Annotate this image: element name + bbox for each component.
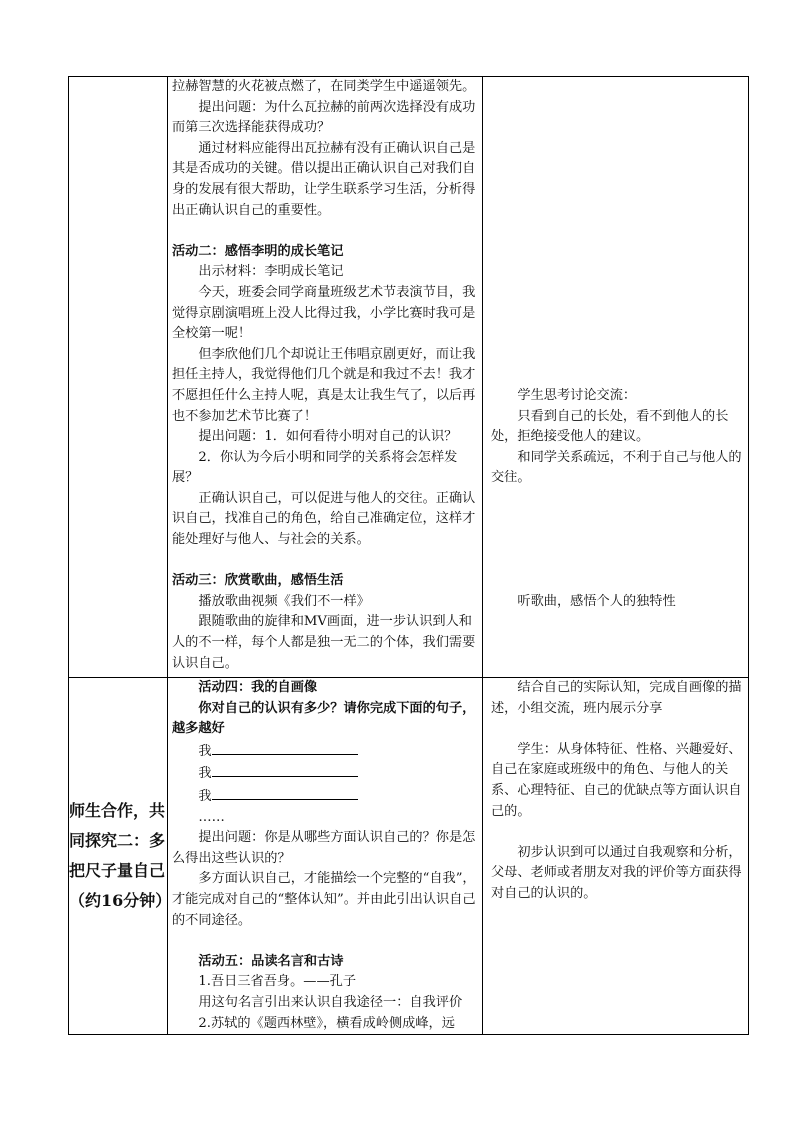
teacher-activity-text: [168, 678, 482, 1034]
paragraph: 但李欣他们几个却说让王伟唱京剧更好，而让我担任主持人，我觉得他们几个就是和我过不去！我才不愿担任什么主持人呢，真是太让我生气了，以后再也不参加艺术节比赛了！: [172, 346, 476, 424]
student-activity-cell: [483, 678, 749, 1035]
paragraph: 听歌曲，感悟个人的独特性: [517, 593, 676, 609]
blank-line: [491, 719, 742, 740]
fill-blank: [212, 785, 358, 800]
paragraph: 提出问题：1．如何看待小明对自己的认识？: [198, 429, 458, 445]
paragraph: 1.吾日三省吾身。——孔子: [198, 974, 357, 990]
lesson-plan-table: [68, 76, 749, 1035]
paragraph: 只看到自己的长处，看不到他人的长处，拒绝接受他人的建议。: [491, 408, 729, 445]
fill-prefix: 我: [198, 766, 212, 782]
paragraph: 初步认识到可以通过自我观察和分析，父母、老师或者朋友对我的评价等方面获得对自己的认识的。: [491, 844, 742, 901]
table-row: [69, 678, 749, 1035]
stage-label: 师生合作，共同探究二：多把尺子量自己（约16分钟）: [69, 801, 172, 911]
paragraph: 结合自己的实际认知，完成自画像的描述，小组交流，班内展示分享: [491, 680, 742, 716]
paragraph: 学生：从身体特征、性格、兴趣爱好、自己在家庭或班级中的角色、与他人的关系、心理特征、自己的优缺点等方面认识自己的。: [491, 741, 742, 819]
table-row: [69, 77, 749, 678]
paragraph: 播放歌曲视频《我们不一样》: [198, 593, 370, 609]
paragraph: 跟随歌曲的旋律和MV画面，进一步认识到人和人的不一样，每个人都是独一无二的个体，我们需要认识自己。: [172, 614, 476, 671]
activity-heading: 活动四：我的自画像: [198, 680, 318, 695]
student-activity-cell: [483, 77, 749, 678]
fill-blank: [212, 762, 358, 777]
teacher-activity-continued: [172, 828, 477, 1034]
blank-line: [491, 822, 742, 843]
blank-line: [172, 221, 477, 242]
paragraph: 今天，班委会同学商量班级艺术节表演节目，我觉得京剧演唱班上没人比得过我，小学比赛时我可是全校第一呢！: [172, 284, 476, 342]
activity-prompt: 你对自己的认识有多少？请你完成下面的句子，越多越好: [172, 700, 476, 737]
teacher-activity-text: [168, 77, 482, 674]
spacer: [491, 77, 742, 386]
paragraph: 学生思考讨论交流：: [517, 388, 637, 403]
paragraph: 2．你认为今后小明和同学的关系将会怎样发展？: [172, 449, 458, 486]
paragraph: 和同学关系疏远，不利于自己与他人的交往。: [491, 449, 742, 486]
spacer: [491, 489, 742, 592]
fill-prefix: 我: [198, 788, 212, 804]
paragraph: 提出问题：你是从哪些方面认识自己的？你是怎么得出这些认识的？: [172, 830, 476, 866]
teacher-activity-cell: [168, 678, 483, 1035]
paragraph: 用这句名言引出来认识自我途径一：自我评价: [198, 994, 463, 1010]
paragraph: 正确认识自己，可以促进与他人的交往。正确认识自己，找准自己的角色，给自己准确定位，这样才能处理好与他人、与社会的关系。: [172, 490, 476, 548]
activity-heading: 活动五：品读名言和古诗: [198, 953, 344, 969]
paragraph: 拉赫智慧的火花被点燃了，在同类学生中遥遥领先。: [172, 79, 476, 94]
blank-line: [172, 931, 477, 952]
fill-in-line: [172, 740, 477, 763]
paragraph: 出示材料：李明成长笔记: [198, 264, 344, 280]
ellipsis: ……: [198, 809, 225, 825]
student-activity-text: [483, 77, 748, 613]
paragraph: 提出问题：为什么瓦拉赫的前两次选择没有成功而第三次选择能获得成功？: [172, 99, 476, 136]
fill-prefix: 我: [198, 743, 212, 759]
blank-line: [172, 551, 477, 572]
fill-blank: [212, 740, 358, 755]
student-activity-text: [483, 678, 748, 905]
fill-in-line: [172, 762, 477, 785]
paragraph: 2.苏轼的《题西林壁》，横看成岭侧成峰，远: [198, 1015, 455, 1031]
fill-in-line: [172, 785, 477, 808]
teacher-activity-cell: [168, 77, 483, 678]
activity-heading: 活动二：感悟李明的成长笔记: [172, 243, 344, 259]
activity-heading: 活动三：欣赏歌曲，感悟生活: [172, 573, 344, 589]
paragraph: 多方面认识自己，才能描绘一个完整的“自我”，才能完成对自己的“整体认知”。并由此引出认识自己的不同途径。: [172, 871, 476, 928]
paragraph: 通过材料应能得出瓦拉赫有没有正确认识自己是其是否成功的关键。借以提出正确认识自己对我们自身的发展有很大帮助，让学生联系学习生活，分析得出正确认识自己的重要性。: [172, 140, 476, 218]
stage-label-cell: [69, 678, 172, 1035]
stage-cell-empty: [69, 77, 168, 678]
